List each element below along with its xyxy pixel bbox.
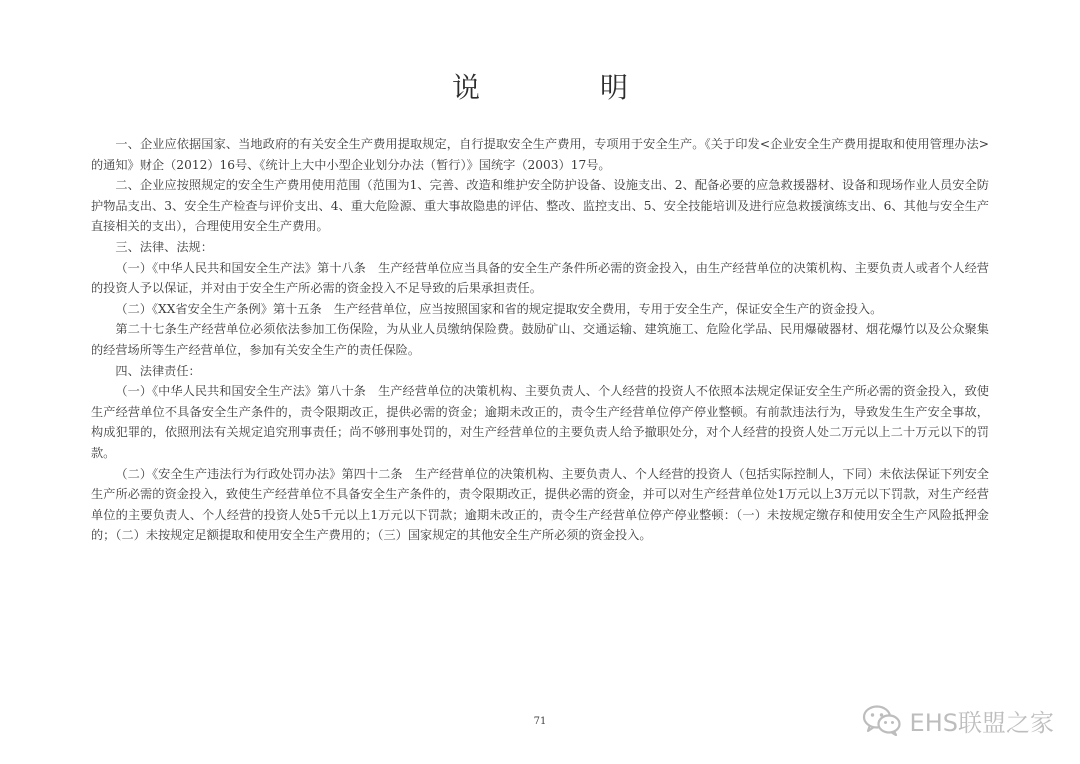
- paragraph-1: 一、企业应依据国家、当地政府的有关安全生产费用提取规定，自行提取安全生产费用，专项用于安全生产。《关于印发<企业安全生产费用提取和使用管理办法>的通知》财企（2012）16号、《统计上大中小型企业划分办法（暂行）》国统字（2003）17号。: [91, 137, 989, 172]
- paragraph-liability-2: （二）《安全生产违法行为行政处罚办法》第四十二条 生产经营单位的决策机构、主要负责人、个人经营的投资人（包括实际控制人，下同）未依法保证下列安全生产所必需的资金投入，致使生产经营单位不具备安全生产条件的，责令限期改正，提供必需的资金，并可以对生产经营单位处1万元以上3万元以下罚款，对生产经营单位的主要负责人、个人经营的投资人处5千元以上1万元以下罚款；逾期未改正的，责令生产经营单位停产停业整顿：（一）未按规定缴存和使用安全生产风险抵押金的；（二）未按规定足额提取和使用安全生产费用的；（三）国家规定的其他安全生产所必须的资金投入。: [91, 466, 989, 543]
- paragraph-liability-1: （一）《中华人民共和国安全生产法》第八十条 生产经营单位的决策机构、主要负责人、个人经营的投资人不依照本法规定保证安全生产所必需的资金投入，致使生产经营单位不具备安全生产条件的，责令限期改正，提供必需的资金；逾期未改正的，责令生产经营单位停产停业整顿。有前款违法行为，导致发生生产安全事故，构成犯罪的，依照刑法有关规定追究刑事责任；尚不够刑事处罚的，对生产经营单位的主要负责人给予撤职处分，对个人经营的投资人处二万元以上二十万元以下的罚款。: [91, 384, 989, 460]
- section-heading-laws: 三、法律、法规：: [115, 239, 213, 254]
- paragraph-law-3: 第二十七条生产经营单位必须依法参加工伤保险，为从业人员缴纳保险费。鼓励矿山、交通运输、建筑施工、危险化学品、民用爆破器材、烟花爆竹以及公众聚集的经营场所等生产经营单位，参加有关安全生产的责任保险。: [91, 322, 989, 357]
- watermark: [862, 700, 1054, 740]
- page-title: 说 明: [451, 71, 674, 104]
- paragraph-law-1: （一）《中华人民共和国安全生产法》第十八条 生产经营单位应当具备的安全生产条件所必需的资金投入，由生产经营单位的决策机构、主要负责人或者个人经营的投资人予以保证，并对由于安全生产所必需的资金投入不足导致的后果承担责任。: [91, 260, 989, 296]
- wechat-icon: [862, 704, 902, 736]
- paragraph-2: 二、企业应按照规定的安全生产费用使用范围（范围为1、完善、改造和维护安全防护设备、设施支出、2、配备必要的应急救援器材、设备和现场作业人员安全防护物品支出、3、安全生产检查与评价支出、4、重大危险源、重大事故隐患的评估、整改、监控支出、5、安全技能培训及进行应急救援演练支出、6、其他与安全生产直接相关的支出），合理使用安全生产费用。: [91, 178, 989, 234]
- section-heading-liability: 四、法律责任：: [115, 363, 201, 378]
- page-number: 71: [533, 716, 547, 727]
- watermark-text: EHS联盟之家: [909, 708, 1054, 737]
- document-body: [91, 134, 989, 546]
- paragraph-law-2: （二）《XX省安全生产条例》第十五条 生产经营单位，应当按照国家和省的规定提取安全费用，专用于安全生产，保证安全生产的资金投入。: [115, 301, 883, 316]
